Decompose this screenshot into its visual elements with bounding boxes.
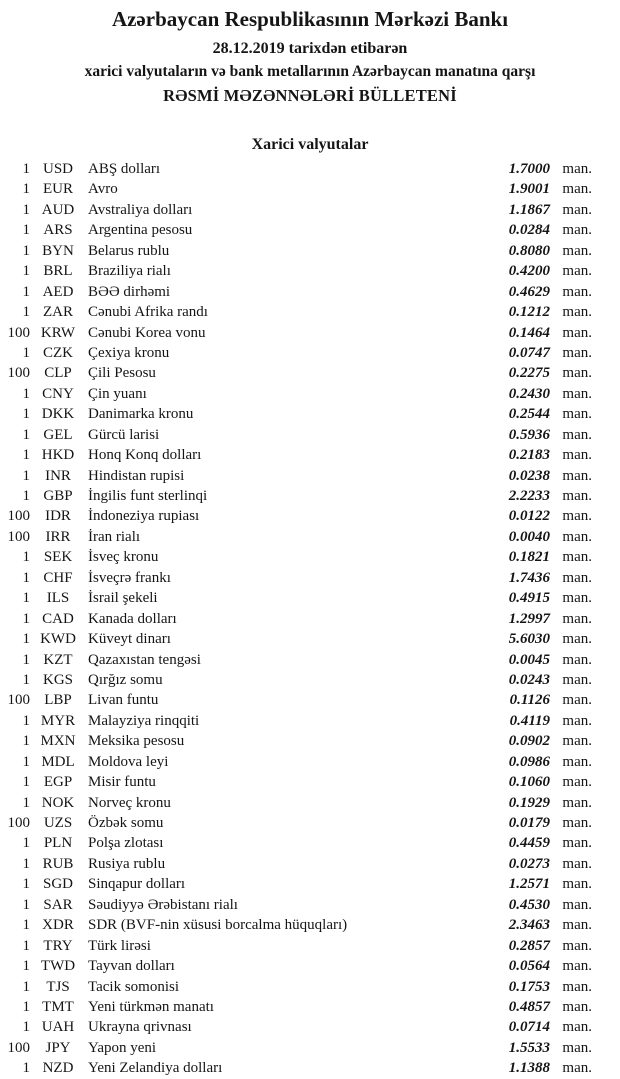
currency-quantity: 1 xyxy=(22,242,30,259)
rate-row xyxy=(0,384,592,404)
rate-unit-label: man. xyxy=(562,958,592,975)
currency-name: İngilis funt sterlinqi xyxy=(88,488,208,504)
rate-unit-label: man. xyxy=(562,855,592,872)
currency-name: Braziliya rialı xyxy=(88,263,171,280)
currency-name: Sinqapur dolları xyxy=(88,876,186,893)
currency-quantity: 1 xyxy=(22,426,30,443)
currency-quantity: 100 xyxy=(7,815,30,831)
currency-quantity: 1 xyxy=(22,753,30,770)
rate-value: 0.4119 xyxy=(509,712,550,729)
currency-name: Danimarka kronu xyxy=(88,406,194,423)
rate-unit-label: man. xyxy=(562,365,592,382)
currency-code: BYN xyxy=(42,242,74,259)
currency-code: MYR xyxy=(40,712,76,729)
rate-row xyxy=(0,650,592,670)
rate-row xyxy=(0,772,592,792)
rate-unit-label: man. xyxy=(562,181,592,198)
currency-code: AUD xyxy=(41,201,75,218)
currency-code: NZD xyxy=(42,1060,74,1077)
currency-code: TRY xyxy=(43,937,73,954)
currency-code: SEK xyxy=(43,549,73,566)
currency-code: HKD xyxy=(41,447,75,464)
rate-row xyxy=(0,486,592,506)
currency-quantity: 1 xyxy=(22,1060,30,1077)
rate-unit-label: man. xyxy=(562,733,592,750)
rate-row xyxy=(0,241,592,261)
rate-value: 0.0564 xyxy=(508,958,550,975)
currency-name: Hindistan rupisi xyxy=(88,467,185,484)
currency-quantity: 1 xyxy=(22,590,30,607)
currency-name: BƏƏ dirhəmi xyxy=(88,283,171,300)
currency-quantity: 100 xyxy=(7,1039,30,1056)
rate-row xyxy=(0,609,592,629)
currency-name: Yapon yeni xyxy=(88,1039,157,1056)
rate-unit-label: man. xyxy=(562,528,592,545)
currency-quantity: 1 xyxy=(22,671,30,688)
rate-unit-label: man. xyxy=(562,569,592,586)
rate-value: 5.6030 xyxy=(508,631,550,648)
rate-value: 0.0902 xyxy=(508,733,550,750)
currency-quantity: 1 xyxy=(22,733,30,750)
currency-name: Cənubi Afrika randı xyxy=(88,304,208,321)
currency-name: Yeni Zelandiya dolları xyxy=(88,1060,223,1077)
rate-row xyxy=(0,670,592,690)
currency-code: NOK xyxy=(41,794,75,811)
rate-value: 0.1929 xyxy=(508,794,550,811)
rate-value: 0.1060 xyxy=(508,774,550,791)
currency-code: DKK xyxy=(41,406,75,423)
rate-row xyxy=(0,282,592,302)
rate-row xyxy=(0,895,592,915)
rate-unit-label: man. xyxy=(562,998,592,1015)
currency-quantity: 1 xyxy=(22,774,30,791)
rate-value: 0.0243 xyxy=(508,671,550,688)
currency-name: Livan funtu xyxy=(88,692,159,709)
rate-value: 0.0179 xyxy=(508,815,550,831)
rate-row xyxy=(0,936,592,956)
rate-unit-label: man. xyxy=(562,426,592,443)
currency-code: LBP xyxy=(44,692,72,709)
rate-value: 0.4629 xyxy=(508,283,550,300)
currency-name: Ukrayna qrivnası xyxy=(88,1019,192,1036)
rate-unit-label: man. xyxy=(562,406,592,423)
rate-unit-label: man. xyxy=(562,876,592,893)
currency-quantity: 100 xyxy=(7,528,30,545)
currency-quantity: 1 xyxy=(22,712,30,729)
currency-code: UZS xyxy=(43,815,73,831)
currency-name: Özbək somu xyxy=(88,815,164,831)
currency-name: Qazaxıstan tengəsi xyxy=(88,651,201,668)
currency-code: TMT xyxy=(42,998,74,1015)
rate-value: 0.8080 xyxy=(508,242,550,259)
currency-name: Tayvan dolları xyxy=(88,958,175,975)
currency-code: SAR xyxy=(43,896,73,913)
rate-value: 1.1867 xyxy=(508,201,550,218)
rate-value: 1.2997 xyxy=(508,610,550,627)
rate-row xyxy=(0,404,592,424)
rate-value: 0.2430 xyxy=(508,385,550,402)
rate-value: 0.1753 xyxy=(508,978,550,995)
rates-table xyxy=(0,159,620,1079)
rate-value: 0.1212 xyxy=(508,304,550,321)
rate-row xyxy=(0,343,592,363)
rate-value: 0.1821 xyxy=(508,549,550,566)
currency-name: Avro xyxy=(88,181,118,198)
currency-name: İsrail şekeli xyxy=(88,590,158,607)
rate-unit-label: man. xyxy=(562,508,592,525)
currency-code: AED xyxy=(42,283,74,300)
currency-code: GEL xyxy=(43,426,73,443)
rate-value: 2.3463 xyxy=(508,917,550,934)
rate-row xyxy=(0,527,592,547)
rate-value: 0.0122 xyxy=(508,508,550,525)
rate-unit-label: man. xyxy=(562,774,592,791)
currency-name: Moldova leyi xyxy=(88,753,169,770)
rate-unit-label: man. xyxy=(562,324,592,341)
currency-quantity: 1 xyxy=(22,447,30,464)
rate-row xyxy=(0,711,592,731)
rate-unit-label: man. xyxy=(562,1019,592,1036)
currency-name: Belarus rublu xyxy=(88,242,170,259)
currency-code: CHF xyxy=(43,569,73,586)
currency-code: ZAR xyxy=(43,304,73,321)
currency-quantity: 1 xyxy=(22,161,30,177)
rate-row xyxy=(0,425,592,445)
currency-name: ABŞ dolları xyxy=(88,161,161,177)
rate-value: 0.2275 xyxy=(508,365,550,382)
currency-quantity: 1 xyxy=(22,1019,30,1036)
currency-name: Kanada dolları xyxy=(88,610,177,627)
currency-name: Qırğız somu xyxy=(88,671,163,688)
rate-row xyxy=(0,690,592,710)
rate-value: 0.5936 xyxy=(508,426,550,443)
rate-row xyxy=(0,159,592,179)
rate-value: 1.7436 xyxy=(508,569,550,586)
currency-code: CAD xyxy=(42,610,74,627)
currency-code: KGS xyxy=(42,671,73,688)
rate-row xyxy=(0,833,592,853)
rate-unit-label: man. xyxy=(562,753,592,770)
currency-code: IRR xyxy=(45,528,71,545)
currency-quantity: 1 xyxy=(22,998,30,1015)
currency-quantity: 1 xyxy=(22,855,30,872)
rate-value: 0.2857 xyxy=(508,937,550,954)
currency-code: TJS xyxy=(46,978,70,995)
currency-name: Malayziya rinqqiti xyxy=(88,712,200,729)
rate-value: 1.2571 xyxy=(508,876,550,893)
bank-title: Azərbaycan Respublikasının Mərkəzi Bankı xyxy=(111,7,509,31)
rate-value: 0.0040 xyxy=(508,528,550,545)
rate-value: 0.0045 xyxy=(508,651,550,668)
currency-code: KRW xyxy=(40,324,76,341)
currency-quantity: 1 xyxy=(22,896,30,913)
rate-row xyxy=(0,588,592,608)
currency-name: Səudiyyə Ərəbistanı rialı xyxy=(88,896,238,913)
currency-quantity: 1 xyxy=(22,385,30,402)
rate-row xyxy=(0,874,592,894)
rate-value: 0.0273 xyxy=(508,855,550,872)
section-title-foreign-currencies: Xarici valyutalar xyxy=(251,136,369,153)
rate-row xyxy=(0,1058,592,1078)
rate-unit-label: man. xyxy=(562,978,592,995)
currency-code: KZT xyxy=(43,651,73,668)
rate-row xyxy=(0,363,592,383)
rate-unit-label: man. xyxy=(562,283,592,300)
rate-value: 0.4200 xyxy=(508,263,550,280)
rate-row xyxy=(0,629,592,649)
rate-row xyxy=(0,200,592,220)
currency-name: Polşa zlotası xyxy=(88,835,164,852)
currency-quantity: 1 xyxy=(22,978,30,995)
currency-quantity: 100 xyxy=(7,692,30,709)
rate-row xyxy=(0,731,592,751)
currency-code: MDL xyxy=(41,753,75,770)
currency-code: BRL xyxy=(43,263,73,280)
currency-quantity: 1 xyxy=(22,467,30,484)
currency-name: Küveyt dinarı xyxy=(88,631,171,648)
rate-row xyxy=(0,977,592,997)
currency-code: RUB xyxy=(42,855,74,872)
currency-quantity: 100 xyxy=(7,365,30,382)
rate-unit-label: man. xyxy=(562,1039,592,1056)
rate-unit-label: man. xyxy=(562,447,592,464)
rate-row xyxy=(0,915,592,935)
rate-row xyxy=(0,302,592,322)
rate-unit-label: man. xyxy=(562,590,592,607)
rate-unit-label: man. xyxy=(562,1060,592,1077)
rate-value: 1.1388 xyxy=(508,1060,550,1077)
currency-quantity: 1 xyxy=(22,876,30,893)
rate-value: 0.0238 xyxy=(508,467,550,484)
currency-quantity: 100 xyxy=(7,324,30,341)
currency-code: EGP xyxy=(43,774,73,791)
rate-unit-label: man. xyxy=(562,385,592,402)
rate-unit-label: man. xyxy=(562,896,592,913)
rate-row xyxy=(0,466,592,486)
currency-name: Meksika pesosu xyxy=(88,733,185,750)
rate-value: 0.0284 xyxy=(508,222,550,239)
rate-value: 0.0714 xyxy=(508,1019,550,1036)
currency-code: SGD xyxy=(42,876,73,893)
rate-unit-label: man. xyxy=(562,815,592,831)
rate-unit-label: man. xyxy=(562,549,592,566)
currency-name: Norveç kronu xyxy=(88,794,171,811)
currency-code: PLN xyxy=(43,835,73,852)
rate-value: 1.5533 xyxy=(508,1039,550,1056)
rate-row xyxy=(0,506,592,526)
currency-name: Argentina pesosu xyxy=(88,222,193,239)
rate-value: 1.7000 xyxy=(508,161,550,177)
currency-quantity: 1 xyxy=(22,181,30,198)
currency-name: Rusiya rublu xyxy=(88,855,166,872)
rate-unit-label: man. xyxy=(562,161,592,177)
rate-unit-label: man. xyxy=(562,263,592,280)
currency-name: Çexiya kronu xyxy=(88,344,170,361)
currency-name: İsveçrə frankı xyxy=(88,569,171,586)
rate-value: 0.4459 xyxy=(508,835,550,852)
currency-quantity: 1 xyxy=(22,569,30,586)
rate-row xyxy=(0,547,592,567)
rate-unit-label: man. xyxy=(562,488,592,504)
currency-quantity: 1 xyxy=(22,406,30,423)
currency-quantity: 1 xyxy=(22,835,30,852)
currency-name: Cənubi Korea vonu xyxy=(88,324,206,341)
currency-code: XDR xyxy=(42,917,74,934)
rate-value: 0.1464 xyxy=(508,324,550,341)
rate-row xyxy=(0,813,592,833)
rate-unit-label: man. xyxy=(562,671,592,688)
currency-quantity: 1 xyxy=(22,263,30,280)
currency-quantity: 1 xyxy=(22,344,30,361)
currency-name: Çili Pesosu xyxy=(88,365,156,382)
currency-name: Yeni türkmən manatı xyxy=(88,998,214,1015)
rate-unit-label: man. xyxy=(562,610,592,627)
currency-name: Çin yuanı xyxy=(88,385,147,402)
currency-quantity: 1 xyxy=(22,794,30,811)
rate-value: 0.2544 xyxy=(508,406,550,423)
currency-code: ILS xyxy=(46,590,70,607)
currency-name: Türk lirəsi xyxy=(88,937,151,954)
currency-code: TWD xyxy=(40,958,76,975)
currency-quantity: 1 xyxy=(22,958,30,975)
currency-name: İran rialı xyxy=(88,528,141,545)
rate-unit-label: man. xyxy=(562,937,592,954)
rate-row xyxy=(0,179,592,199)
currency-quantity: 1 xyxy=(22,488,30,504)
rate-unit-label: man. xyxy=(562,631,592,648)
rate-unit-label: man. xyxy=(562,712,592,729)
currency-quantity: 100 xyxy=(7,508,30,525)
rate-row xyxy=(0,793,592,813)
rate-row xyxy=(0,261,592,281)
rate-row xyxy=(0,568,592,588)
currency-quantity: 1 xyxy=(22,631,30,648)
currency-code: GBP xyxy=(43,488,73,504)
rate-value: 0.0986 xyxy=(508,753,550,770)
rate-value: 0.4915 xyxy=(508,590,550,607)
currency-code: ARS xyxy=(43,222,73,239)
currency-code: IDR xyxy=(45,508,71,525)
rate-unit-label: man. xyxy=(562,242,592,259)
rate-unit-label: man. xyxy=(562,651,592,668)
rate-row xyxy=(0,997,592,1017)
rate-unit-label: man. xyxy=(562,917,592,934)
rate-value: 0.0747 xyxy=(508,344,550,361)
currency-name: İndoneziya rupiası xyxy=(88,508,200,525)
currency-code: KWD xyxy=(40,631,76,648)
currency-code: JPY xyxy=(45,1039,71,1056)
currency-name: Gürcü larisi xyxy=(88,426,160,443)
rate-value: 2.2233 xyxy=(508,488,550,504)
rate-unit-label: man. xyxy=(562,201,592,218)
rate-unit-label: man. xyxy=(562,467,592,484)
currency-name: Misir funtu xyxy=(88,774,156,791)
currency-name: Honq Konq dolları xyxy=(88,447,202,464)
rate-row xyxy=(0,854,592,874)
effective-date: 28.12.2019 tarixdən etibarən xyxy=(212,40,408,57)
bulletin-title: RƏSMİ MƏZƏNNƏLƏRİ BÜLLETENİ xyxy=(163,86,457,105)
rate-row xyxy=(0,956,592,976)
rate-row xyxy=(0,323,592,343)
currency-quantity: 1 xyxy=(22,201,30,218)
rate-unit-label: man. xyxy=(562,692,592,709)
rate-value: 0.1126 xyxy=(509,692,550,709)
currency-quantity: 1 xyxy=(22,917,30,934)
rate-unit-label: man. xyxy=(562,794,592,811)
rate-value: 0.4530 xyxy=(508,896,550,913)
currency-code: INR xyxy=(45,467,71,484)
currency-code: USD xyxy=(42,161,73,177)
bulletin-subtitle: xarici valyutaların və bank metallarının Azərbaycan manatına qarşı xyxy=(84,63,536,80)
currency-quantity: 1 xyxy=(22,304,30,321)
currency-code: CZK xyxy=(43,344,73,361)
currency-name: İsveç kronu xyxy=(88,549,159,566)
currency-name: Avstraliya dolları xyxy=(88,201,193,218)
rate-value: 1.9001 xyxy=(508,181,550,198)
rate-row xyxy=(0,220,592,240)
rate-unit-label: man. xyxy=(562,344,592,361)
currency-quantity: 1 xyxy=(22,222,30,239)
rate-value: 0.4857 xyxy=(508,998,550,1015)
rate-row xyxy=(0,752,592,772)
currency-code: MXN xyxy=(40,733,76,750)
rate-unit-label: man. xyxy=(562,835,592,852)
rate-value: 0.2183 xyxy=(508,447,550,464)
rate-row xyxy=(0,445,592,465)
currency-name: SDR (BVF-nin xüsusi borcalma hüquqları) xyxy=(88,917,348,934)
currency-name: Tacik somonisi xyxy=(88,978,180,995)
currency-quantity: 1 xyxy=(22,937,30,954)
currency-code: CNY xyxy=(42,385,74,402)
currency-quantity: 1 xyxy=(22,283,30,300)
currency-quantity: 1 xyxy=(22,549,30,566)
rate-unit-label: man. xyxy=(562,304,592,321)
currency-code: CLP xyxy=(44,365,72,382)
currency-quantity: 1 xyxy=(22,651,30,668)
currency-code: UAH xyxy=(41,1019,75,1036)
currency-code: EUR xyxy=(43,181,73,198)
rate-row xyxy=(0,1017,592,1037)
rate-unit-label: man. xyxy=(562,222,592,239)
rate-row xyxy=(0,1038,592,1058)
currency-quantity: 1 xyxy=(22,610,30,627)
